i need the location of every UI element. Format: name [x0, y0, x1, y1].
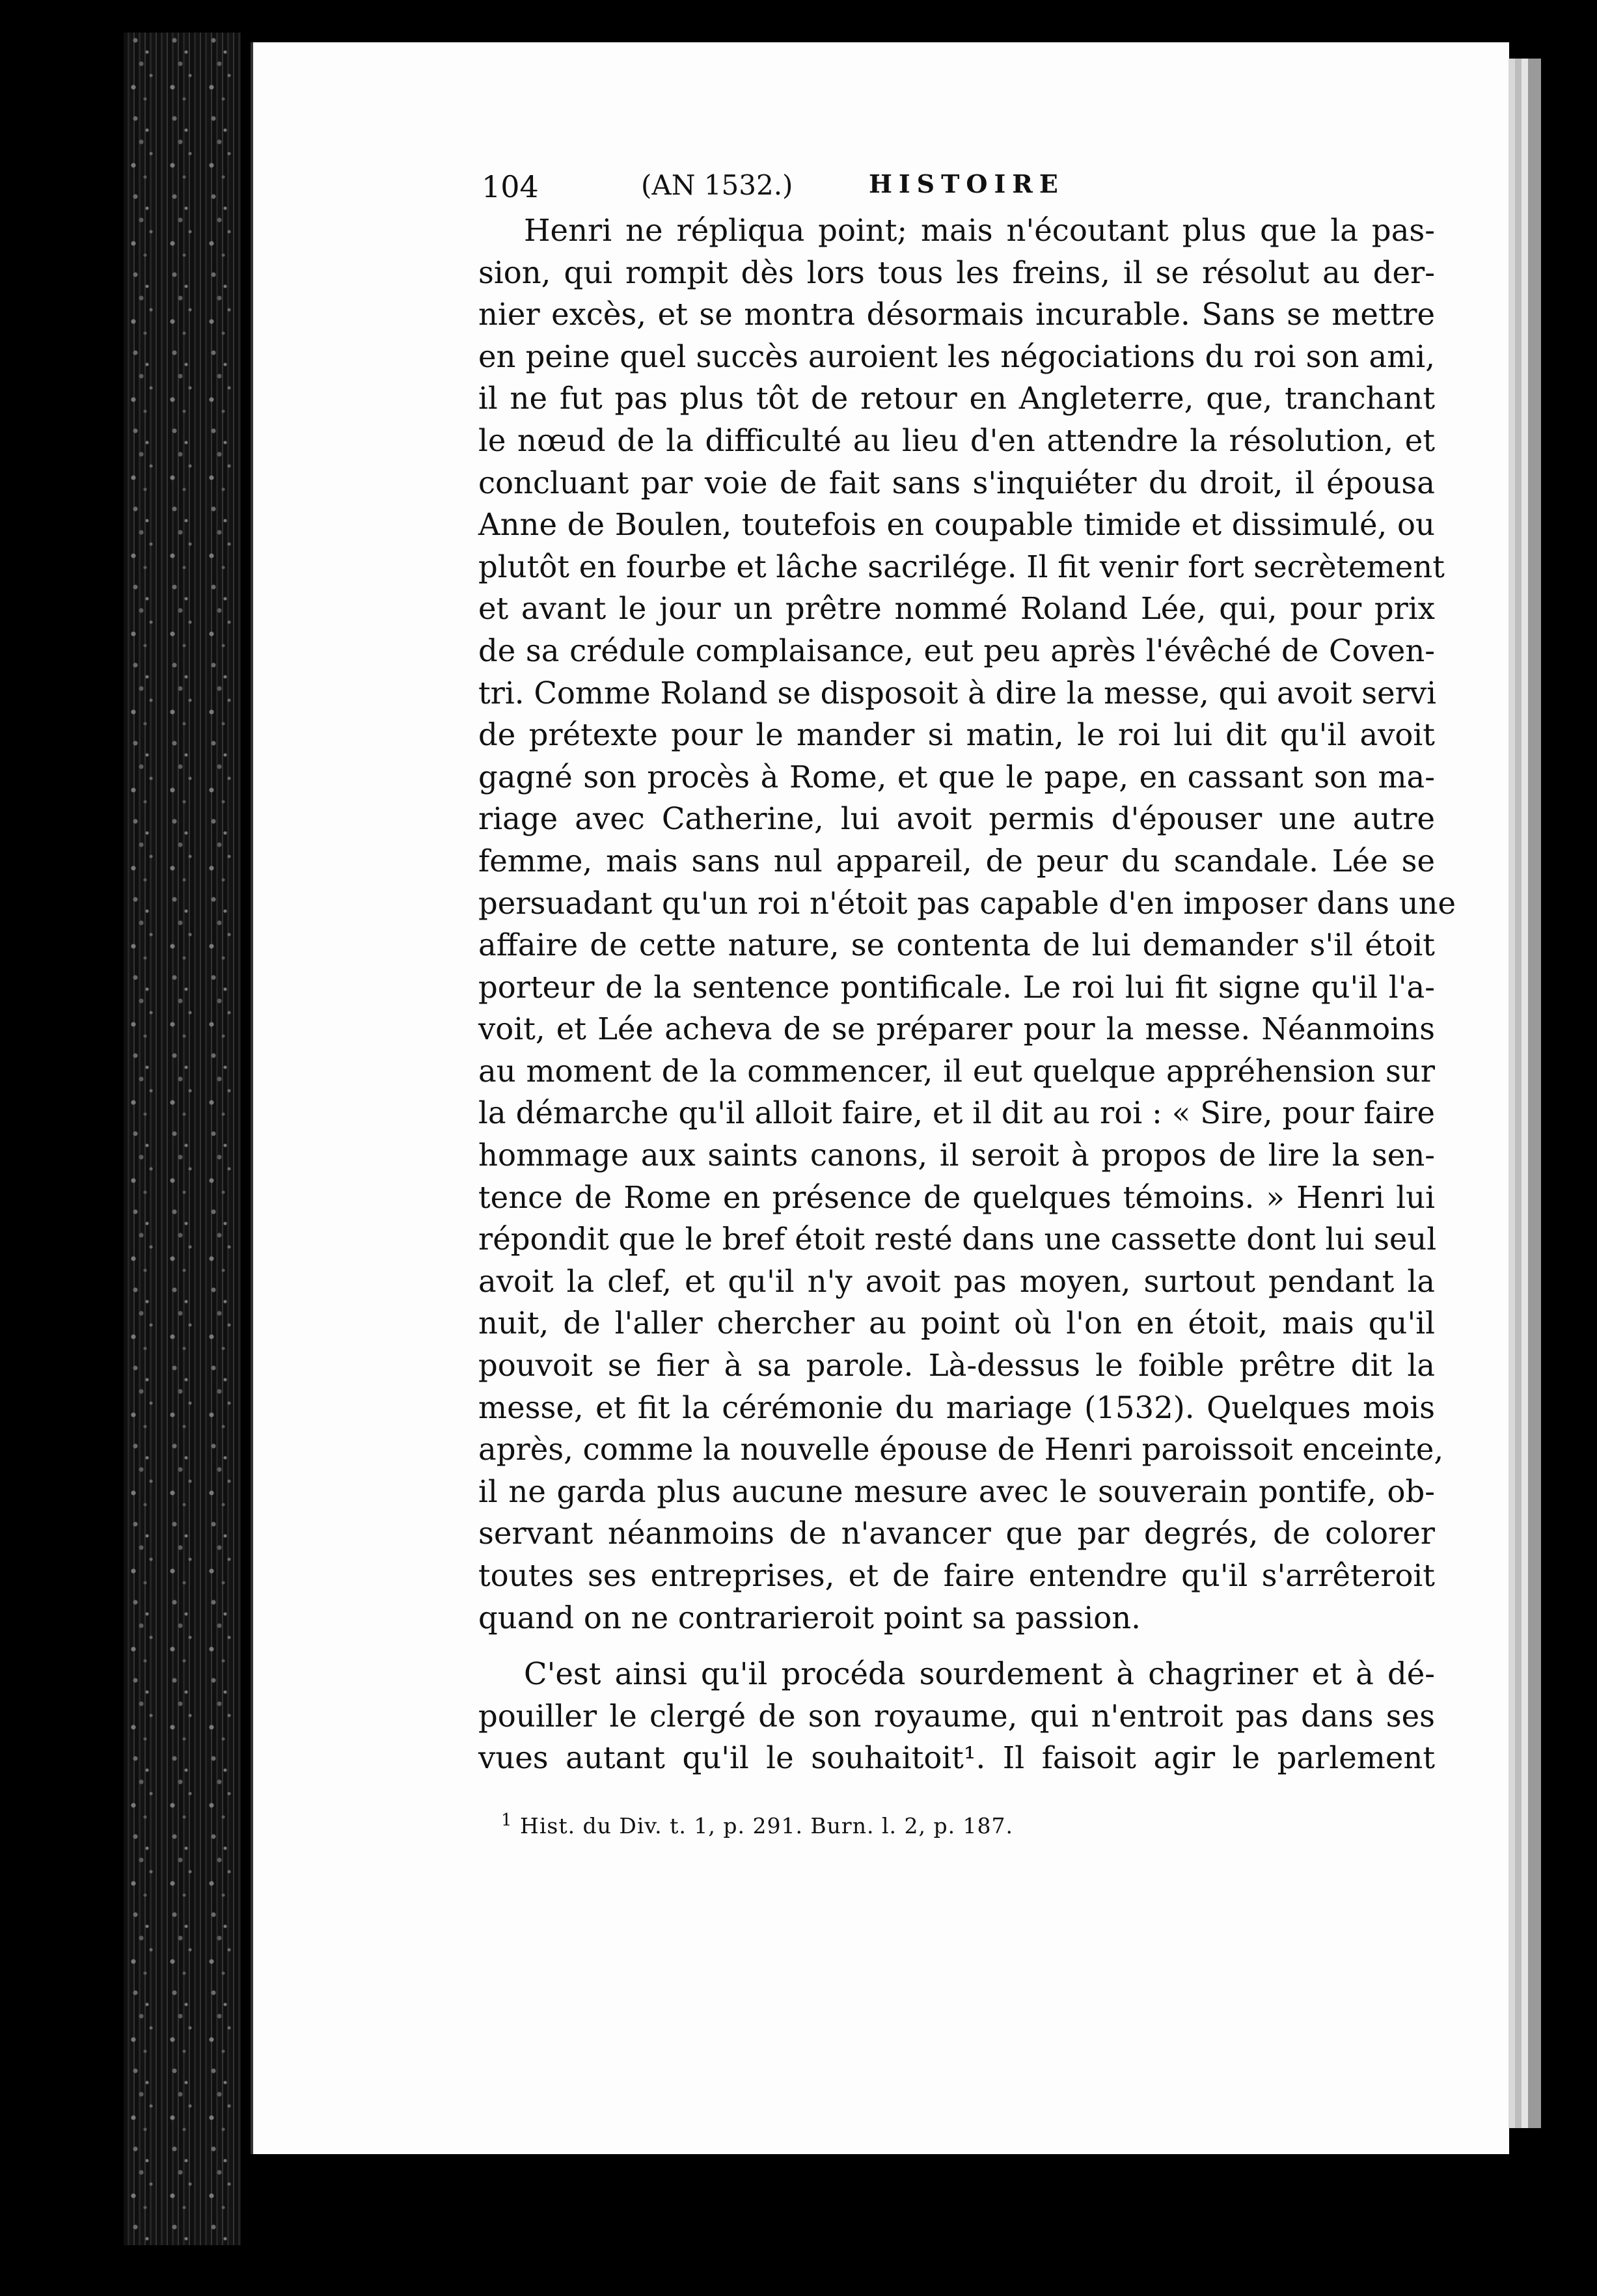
- text-line: et avant le jour un prêtre nommé Roland Lée, qui, pour prix: [478, 591, 1435, 627]
- running-title: HISTOIRE: [869, 169, 1065, 198]
- text-line: avoit la clef, et qu'il n'y avoit pas moyen, surtout pendant la: [478, 1263, 1435, 1299]
- text-line: tence de Rome en présence de quelques témoins. » Henri lui: [478, 1179, 1435, 1215]
- text-line: il ne garda plus aucune mesure avec le souverain pontife, ob-: [478, 1473, 1435, 1509]
- body-text: [478, 210, 1456, 1779]
- text-line: tri. Comme Roland se disposoit à dire la messe, qui avoit servi: [478, 675, 1437, 711]
- text-line: concluant par voie de fait sans s'inquiéter du droit, il épousa: [478, 465, 1435, 500]
- text-line: C'est ainsi qu'il procéda sourdement à chagriner et à dé-: [524, 1656, 1435, 1692]
- footnote-text: Hist. du Div. t. 1, p. 291. Burn. l. 2, p. 187.: [520, 1813, 1014, 1838]
- text-line: en peine quel succès auroient les négociations du roi son ami,: [478, 338, 1435, 374]
- page-stack-edge: [1508, 59, 1541, 2128]
- text-line: quand on ne contrarieroit point sa passion.: [478, 1600, 1141, 1635]
- text-line: nuit, de l'aller chercher au point où l'on en étoit, mais qu'il: [478, 1305, 1435, 1341]
- text-line: hommage aux saints canons, il seroit à propos de lire la sen-: [478, 1138, 1435, 1173]
- text-line: sion, qui rompit dès lors tous les freins, il se résolut au der-: [478, 254, 1435, 290]
- text-line: voit, et Lée acheva de se préparer pour la messe. Néanmoins: [478, 1011, 1435, 1047]
- text-line: Henri ne répliqua point; mais n'écoutant plus que la pas-: [524, 213, 1435, 248]
- text-line: affaire de cette nature, se contenta de lui demander s'il étoit: [478, 927, 1435, 963]
- text-line: après, comme la nouvelle épouse de Henri paroissoit enceinte,: [478, 1432, 1444, 1468]
- text-line: plutôt en fourbe et lâche sacrilége. Il fit venir fort secrètement: [478, 549, 1445, 584]
- text-line: de prétexte pour le mander si matin, le roi lui dit qu'il avoit: [478, 717, 1435, 753]
- text-line: il ne fut pas plus tôt de retour en Angleterre, que, tranchant: [478, 381, 1435, 417]
- text-line: Anne de Boulen, toutefois en coupable timide et dissimulé, ou: [478, 507, 1435, 543]
- text-line: porteur de la sentence pontificale. Le roi lui fit signe qu'il l'a-: [478, 969, 1435, 1005]
- text-line: riage avec Catherine, lui avoit permis d'épouser une autre: [478, 801, 1435, 837]
- text-line: de sa crédule complaisance, eut peu après l'évêché de Coven-: [478, 633, 1435, 668]
- text-line: pouiller le clergé de son royaume, qui n'entroit pas dans ses: [478, 1698, 1435, 1734]
- text-line: servant néanmoins de n'avancer que par degrés, de colorer: [478, 1516, 1435, 1551]
- text-line: gagné son procès à Rome, et que le pape, en cassant son ma-: [478, 759, 1435, 795]
- text-line: la démarche qu'il alloit faire, et il dit au roi : « Sire, pour faire: [478, 1095, 1435, 1131]
- text-line: le nœud de la difficulté au lieu d'en attendre la résolution, et: [478, 422, 1435, 458]
- running-head: [482, 169, 1425, 208]
- text-line: messe, et fit la cérémonie du mariage (1532). Quelques mois: [478, 1389, 1435, 1425]
- book-spine-edge: [124, 33, 241, 2245]
- text-line: pouvoit se fier à sa parole. Là-dessus le foible prêtre dit la: [478, 1348, 1435, 1384]
- text-line: femme, mais sans nul appareil, de peur du scandale. Lée se: [478, 843, 1435, 879]
- text-line: persuadant qu'un roi n'étoit pas capable d'en imposer dans une: [478, 885, 1456, 921]
- right-border: [1541, 0, 1597, 2296]
- text-line: au moment de la commencer, il eut quelque appréhension sur: [478, 1053, 1435, 1089]
- footnote-mark: 1: [501, 1811, 513, 1830]
- text-line: toutes ses entreprises, et de faire entendre qu'il s'arrêteroit: [478, 1558, 1435, 1593]
- text-line: vues autant qu'il le souhaitoit¹. Il faisoit agir le parlement: [478, 1740, 1435, 1776]
- year-label: (AN 1532.): [641, 169, 793, 201]
- text-line: répondit que le bref étoit resté dans une cassette dont lui seul: [478, 1222, 1437, 1257]
- text-line: nier excès, et se montra désormais incurable. Sans se mettre: [478, 297, 1435, 333]
- footnote: [501, 1811, 1013, 1838]
- page-number: 104: [482, 169, 539, 204]
